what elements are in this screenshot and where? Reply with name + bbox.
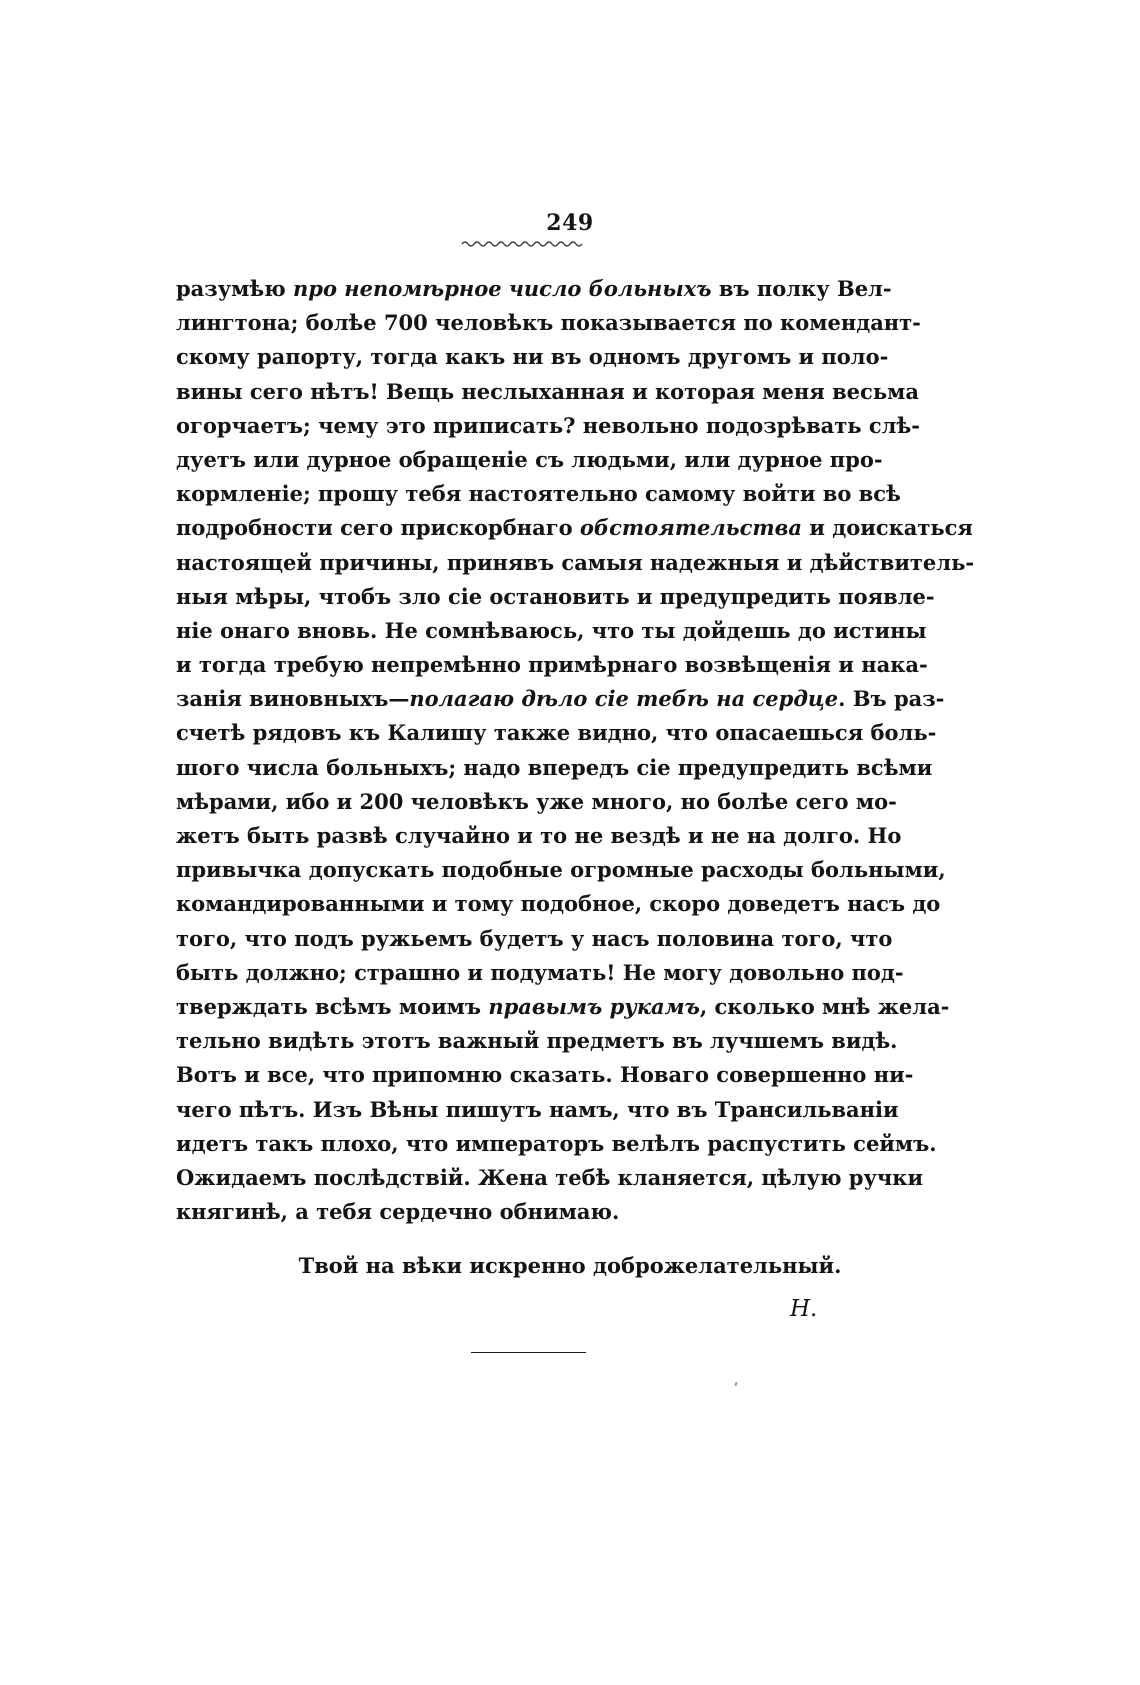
text-segment: разумѣю <box>176 276 293 301</box>
text-line <box>176 340 889 374</box>
text-segment: шого числа больныхъ; надо впередъ сіе предупредить всѣми <box>176 754 933 780</box>
text-line <box>176 546 975 580</box>
text-line <box>176 1093 899 1127</box>
text-line <box>176 887 941 921</box>
text-line <box>176 956 904 990</box>
letter-signature: Н. <box>790 1296 818 1322</box>
text-segment: жетъ быть развѣ случайно и то не вездѣ и не на долго. Но <box>176 823 902 848</box>
text-segment: чего пѣтъ. Изъ Вѣны пишутъ намъ, что въ Трансильваніи <box>176 1096 899 1122</box>
text-segment: ныя мѣры, чтобъ зло сіе остановить и предупредить появле- <box>176 583 935 609</box>
text-segment: кормленіе; прошу тебя настоятельно самому войти во всѣ <box>176 481 901 507</box>
text-segment: Вотъ и все, что припомню сказать. Новаго совершенно ни- <box>176 1062 914 1088</box>
paper-speck <box>734 1382 737 1386</box>
text-line <box>176 580 935 614</box>
text-segment: огорчаетъ; чему это приписать? невольно подозрѣвать слѣ- <box>176 412 920 438</box>
text-segment: подробности сего прискорбнаго <box>176 515 580 541</box>
text-line <box>176 477 901 511</box>
text-line <box>176 853 946 887</box>
text-segment: вины сего нѣтъ! Вещь неслыханная и которая меня весьма <box>176 378 919 404</box>
text-line <box>176 306 921 340</box>
italic-phrase: полагаю дѣло сіе тебѣ на сердце <box>409 686 839 712</box>
text-segment: . Въ раз- <box>838 686 945 712</box>
text-line <box>176 1195 878 1229</box>
text-line <box>176 1161 924 1195</box>
text-line <box>176 375 919 409</box>
text-segment: Ожидаемъ послѣдствій. Жена тебѣ кланяется, цѣлую ручки <box>176 1164 924 1190</box>
text-line <box>176 785 897 819</box>
text-segment: привычка допускать подобные огромные расходы больными, <box>176 857 946 883</box>
text-segment: тельно видѣть этотъ важный предметъ въ лучшемъ видѣ. <box>176 1028 898 1054</box>
text-segment: ніе онаго вновь. Не сомнѣваюсь, что ты дойдешь до истины <box>176 617 927 643</box>
text-segment: счетѣ рядовъ къ Калишу также видно, что опасаешься боль- <box>176 720 937 746</box>
text-line <box>176 716 937 750</box>
page-number: 249 <box>546 210 594 236</box>
text-segment: скому рапорту, тогда какъ ни въ одномъ другомъ и поло- <box>176 344 889 370</box>
text-segment: командированными и тому подобное, скоро доведетъ насъ до <box>176 891 941 917</box>
text-segment: занія виновныхъ— <box>176 686 410 712</box>
text-segment: лингтона; болѣе 700 человѣкъ показывается по комендант- <box>176 310 921 336</box>
text-line <box>176 819 902 853</box>
text-segment: настоящей причины, принявъ самыя надежныя и дѣйствитель- <box>176 549 975 575</box>
text-line <box>176 614 927 648</box>
letter-body <box>176 272 975 1229</box>
text-segment: мѣрами, ибо и 200 человѣкъ уже много, но болѣе сего мо- <box>176 788 897 814</box>
text-segment: дуетъ или дурное обращеніе съ людьми, или дурное про- <box>176 446 883 472</box>
text-line <box>176 1127 937 1161</box>
text-segment: быть должно; страшно и подумать! Не могу довольно под- <box>176 959 904 985</box>
text-segment: , сколько мнѣ жела- <box>699 993 950 1019</box>
text-line <box>176 682 945 716</box>
text-line <box>176 648 928 682</box>
letter-closing: Твой на вѣки искренно доброжелательный. <box>298 1253 842 1278</box>
text-segment: того, что подъ ружьемъ будетъ у насъ половина того, что <box>176 925 893 951</box>
text-line <box>176 922 893 956</box>
text-segment: тверждать всѣмъ моимъ <box>176 993 489 1019</box>
italic-phrase: правымъ рукамъ <box>488 993 700 1019</box>
text-segment: въ полку Вел- <box>711 276 892 301</box>
text-segment: идетъ такъ плохо, что императоръ велѣлъ распустить сеймъ. <box>176 1130 937 1156</box>
end-divider <box>471 1352 586 1353</box>
text-line <box>176 1024 898 1058</box>
text-line <box>176 443 883 477</box>
text-line <box>176 272 892 306</box>
text-line <box>176 1058 914 1092</box>
text-line <box>176 990 950 1024</box>
italic-phrase: про непомѣрное число больныхъ <box>293 276 712 301</box>
text-line <box>176 511 973 545</box>
text-segment: и тогда требую непремѣнно примѣрнаго возвѣщенія и нака- <box>176 652 928 678</box>
text-line <box>176 409 920 443</box>
text-segment: и доискаться <box>802 515 973 541</box>
text-line <box>176 751 933 785</box>
page-number-wavy-rule <box>462 240 586 248</box>
italic-phrase: обстоятельства <box>579 515 803 541</box>
text-segment: княгинѣ, а тебя сердечно обнимаю. <box>176 1199 620 1225</box>
